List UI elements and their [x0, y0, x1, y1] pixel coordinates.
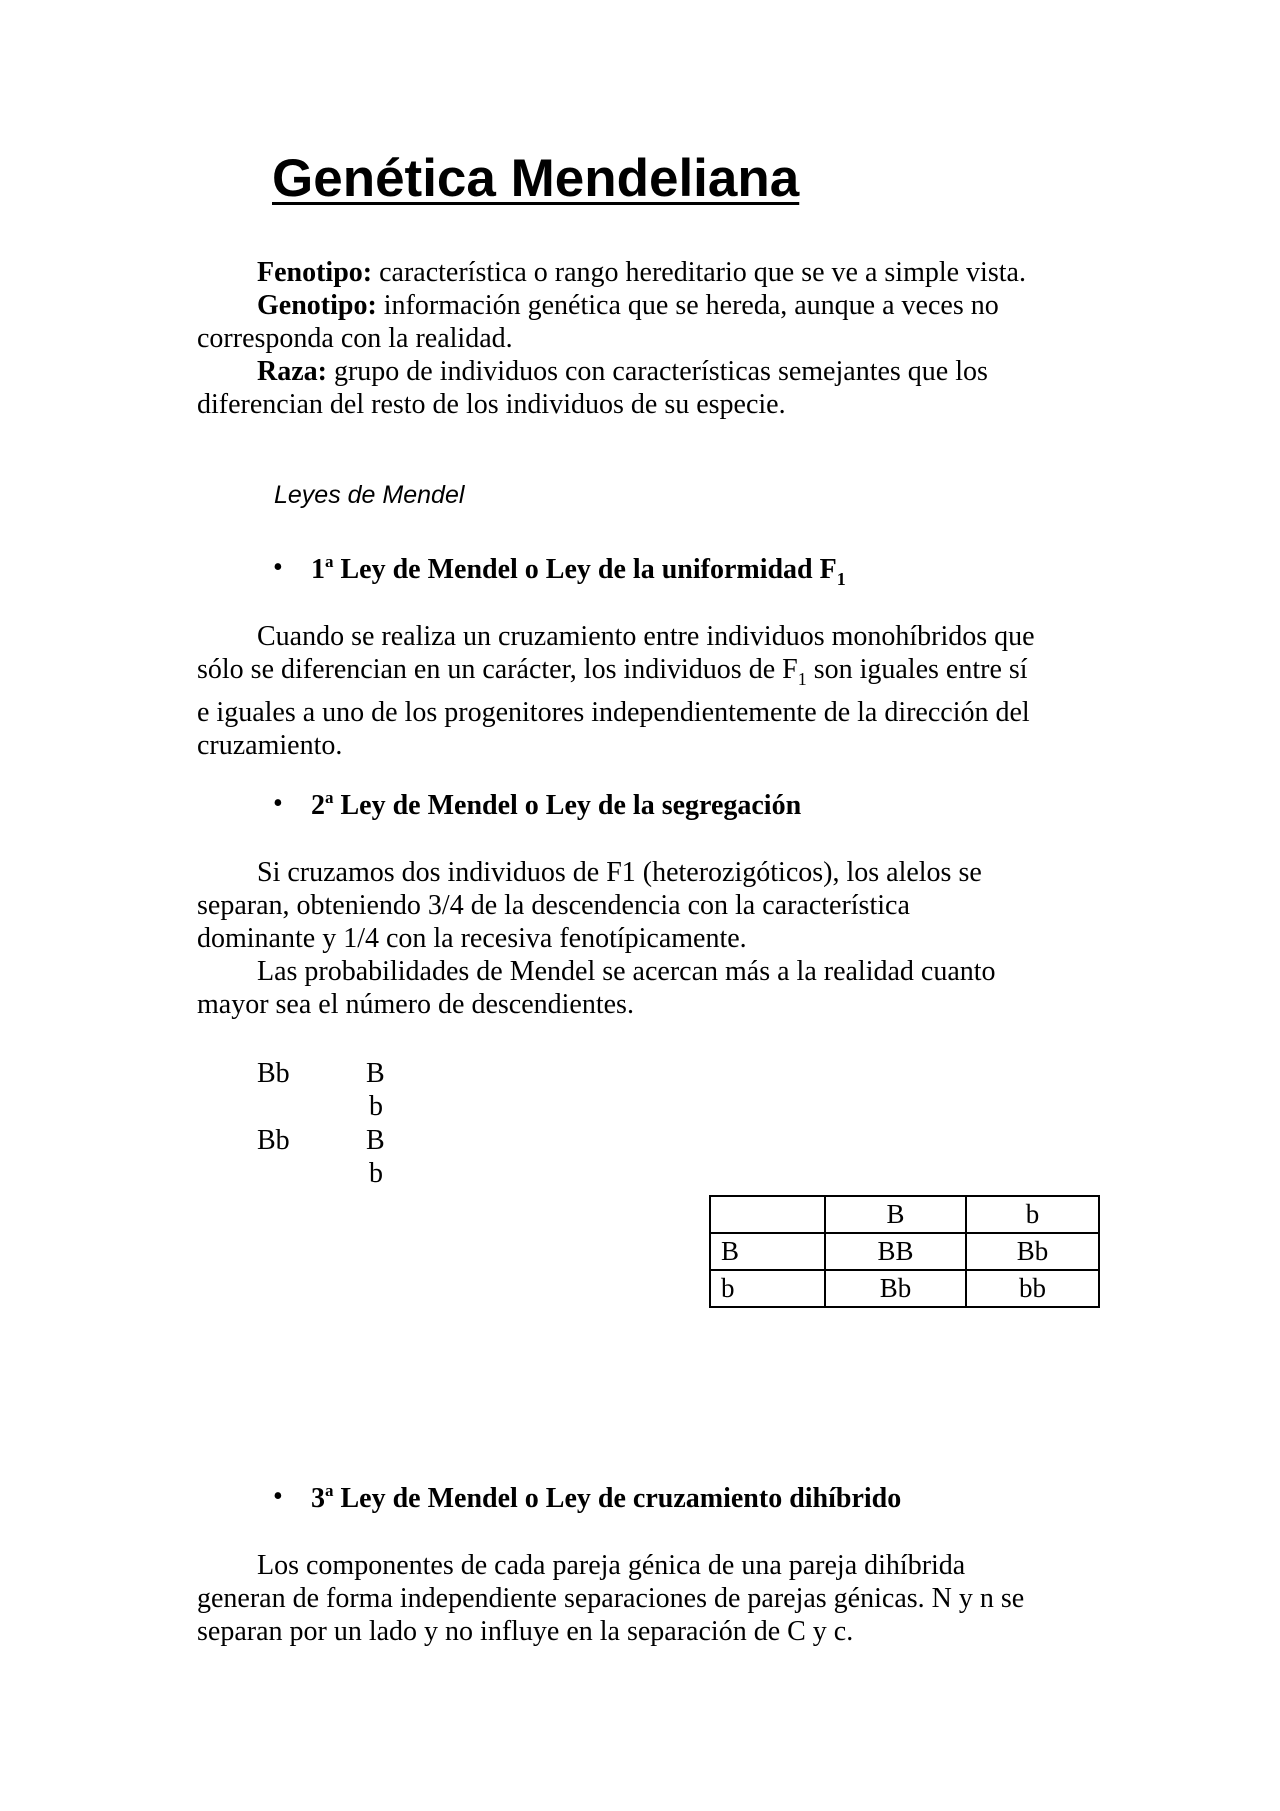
law-2-heading: [273, 788, 802, 822]
table-cell: bb: [966, 1270, 1099, 1307]
law-title: Ley de Mendel o Ley de cruzamiento dihíbrido: [333, 1483, 902, 1514]
law-3-heading: [273, 1481, 902, 1515]
law-ordinal: a: [325, 1481, 334, 1500]
law-title: Ley de Mendel o Ley de la segregación: [333, 790, 802, 821]
law-title: Ley de Mendel o Ley de la uniformidad F: [333, 554, 837, 585]
table-row: [710, 1270, 1099, 1307]
law-ordinal: a: [325, 552, 334, 571]
law-3-paragraph: [197, 1549, 1024, 1648]
law-ordinal: a: [325, 788, 334, 807]
gamete-parent-1: Bb: [257, 1058, 290, 1089]
subscript: 1: [797, 669, 807, 689]
definition-genotipo: [197, 289, 1026, 355]
definition-text-cont: diferencian del resto de los individuos de su especie.: [197, 389, 786, 420]
page-title: Genética Mendeliana: [272, 149, 800, 208]
table-cell: BB: [825, 1233, 966, 1270]
definition-text: información genética que se hereda, aunque a veces no: [376, 290, 999, 321]
table-cell: Bb: [966, 1233, 1099, 1270]
text-span: son iguales entre sí: [806, 654, 1028, 685]
gamete-allele: B: [366, 1058, 385, 1089]
paragraph-line: Si cruzamos dos individuos de F1 (heterozigóticos), los alelos se: [257, 857, 982, 888]
section-subtitle: Leyes de Mendel: [274, 481, 465, 509]
law-1-heading: [273, 552, 846, 590]
paragraph-line: Los componentes de cada pareja génica de una pareja dihíbrida: [257, 1550, 966, 1581]
gamete-parent-2: Bb: [257, 1125, 290, 1156]
bullet-icon: •: [273, 788, 283, 819]
table-cell: B: [825, 1196, 966, 1233]
table-row: [710, 1233, 1099, 1270]
law-number: 3: [311, 1483, 325, 1514]
table-cell: B: [710, 1233, 825, 1270]
definition-fenotipo: [197, 256, 1026, 289]
law-number: 1: [311, 554, 325, 585]
table-header-row: [710, 1196, 1099, 1233]
table-cell: b: [710, 1270, 825, 1307]
definition-raza: [197, 355, 1026, 421]
definition-text: grupo de individuos con características semejantes que los: [326, 356, 988, 387]
law-1-paragraph: [197, 620, 1035, 762]
gamete-allele: B: [366, 1125, 385, 1156]
gamete-allele: b: [369, 1091, 383, 1122]
table-cell: Bb: [825, 1270, 966, 1307]
bullet-icon: •: [273, 552, 283, 583]
law-subscript: 1: [836, 569, 846, 589]
law-number: 2: [311, 790, 325, 821]
punnett-square: [709, 1195, 1100, 1308]
law-2-paragraph: [197, 856, 996, 1021]
definition-text: característica o rango hereditario que se ve a simple vista.: [372, 257, 1026, 288]
gamete-allele: b: [369, 1158, 383, 1189]
paragraph-line: dominante y 1/4 con la recesiva fenotípicamente.: [197, 923, 747, 954]
text-span: sólo se diferencian en un carácter, los individuos de F: [197, 654, 798, 685]
paragraph-line: generan de forma independiente separaciones de parejas génicas. N y n se: [197, 1583, 1025, 1614]
paragraph-line: e iguales a uno de los progenitores independientemente de la dirección del: [197, 697, 1030, 728]
paragraph-line: Las probabilidades de Mendel se acercan más a la realidad cuanto: [257, 956, 996, 987]
paragraph-line: cruzamiento.: [197, 730, 343, 761]
table-cell: [710, 1196, 825, 1233]
paragraph-line: [197, 653, 1035, 696]
definition-text-cont: corresponda con la realidad.: [197, 323, 513, 354]
paragraph-line: Cuando se realiza un cruzamiento entre individuos monohíbridos que: [257, 621, 1035, 652]
paragraph-line: separan por un lado y no influye en la separación de C y c.: [197, 1616, 854, 1647]
paragraph-line: mayor sea el número de descendientes.: [197, 989, 634, 1020]
definition-term: Genotipo:: [257, 290, 377, 321]
paragraph-line: separan, obteniendo 3/4 de la descendencia con la característica: [197, 890, 910, 921]
table-cell: b: [966, 1196, 1099, 1233]
definitions: [197, 256, 1026, 421]
definition-term: Raza:: [257, 356, 327, 387]
bullet-icon: •: [273, 1481, 283, 1512]
definition-term: Fenotipo:: [257, 257, 373, 288]
